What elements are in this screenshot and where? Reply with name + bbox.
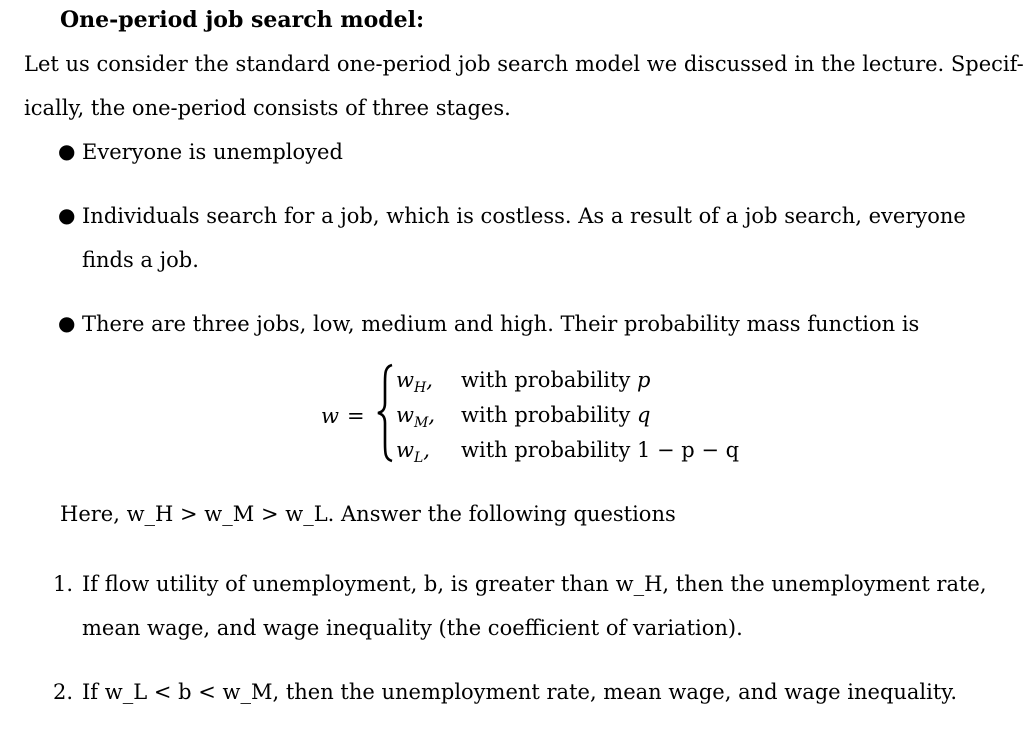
- question-1-line-2: mean wage, and wage inequality (the coefficient of variation).: [82, 616, 743, 640]
- bullet-text-1: Everyone is unemployed: [82, 140, 343, 164]
- question-number-2: 2.: [53, 680, 74, 704]
- equation-lhs: w: [321, 404, 339, 428]
- case-value-low: $w_L$,: [396, 438, 430, 466]
- section-title: One-period job search model:: [60, 7, 425, 33]
- bullet-text-2-line-1: Individuals search for a job, which is costless. As a result of a job search, everyone: [82, 204, 966, 228]
- bullet-icon: ●: [58, 203, 76, 227]
- question-2-line-1: If w_L < b < w_M, then the unemployment rate, mean wage, and wage inequality.: [82, 680, 958, 704]
- bullet-text-2-line-2: finds a job.: [82, 248, 199, 272]
- intro-line-2: ically, the one-period consists of three stages.: [24, 96, 511, 120]
- wage-inequality-expression: w_H > w_M > w_L.: [126, 502, 335, 526]
- question-1-line-1: If flow utility of unemployment, b, is greater than w_H, then the unemployment rate,: [82, 572, 987, 596]
- case-text-medium: with probability q: [461, 403, 651, 427]
- case-text-low: with probability 1 − p − q: [461, 438, 740, 462]
- equation-equals: =: [347, 404, 365, 428]
- wage-ordering-sentence: Here, w_H > w_M > w_L. Answer the following questions: [60, 502, 676, 526]
- left-brace-icon: [376, 363, 396, 463]
- case-text-high: with probability p: [461, 368, 651, 392]
- question-number-1: 1.: [53, 572, 74, 596]
- case-value-medium: $w_M$,: [396, 403, 436, 431]
- bullet-text-3: There are three jobs, low, medium and high. Their probability mass function is: [82, 312, 920, 336]
- case-value-high: $w_H$,: [396, 368, 433, 396]
- intro-line-1: Let us consider the standard one-period job search model we discussed in the lecture. Specif-: [24, 52, 1024, 76]
- bullet-icon: ●: [58, 311, 76, 335]
- bullet-icon: ●: [58, 139, 76, 163]
